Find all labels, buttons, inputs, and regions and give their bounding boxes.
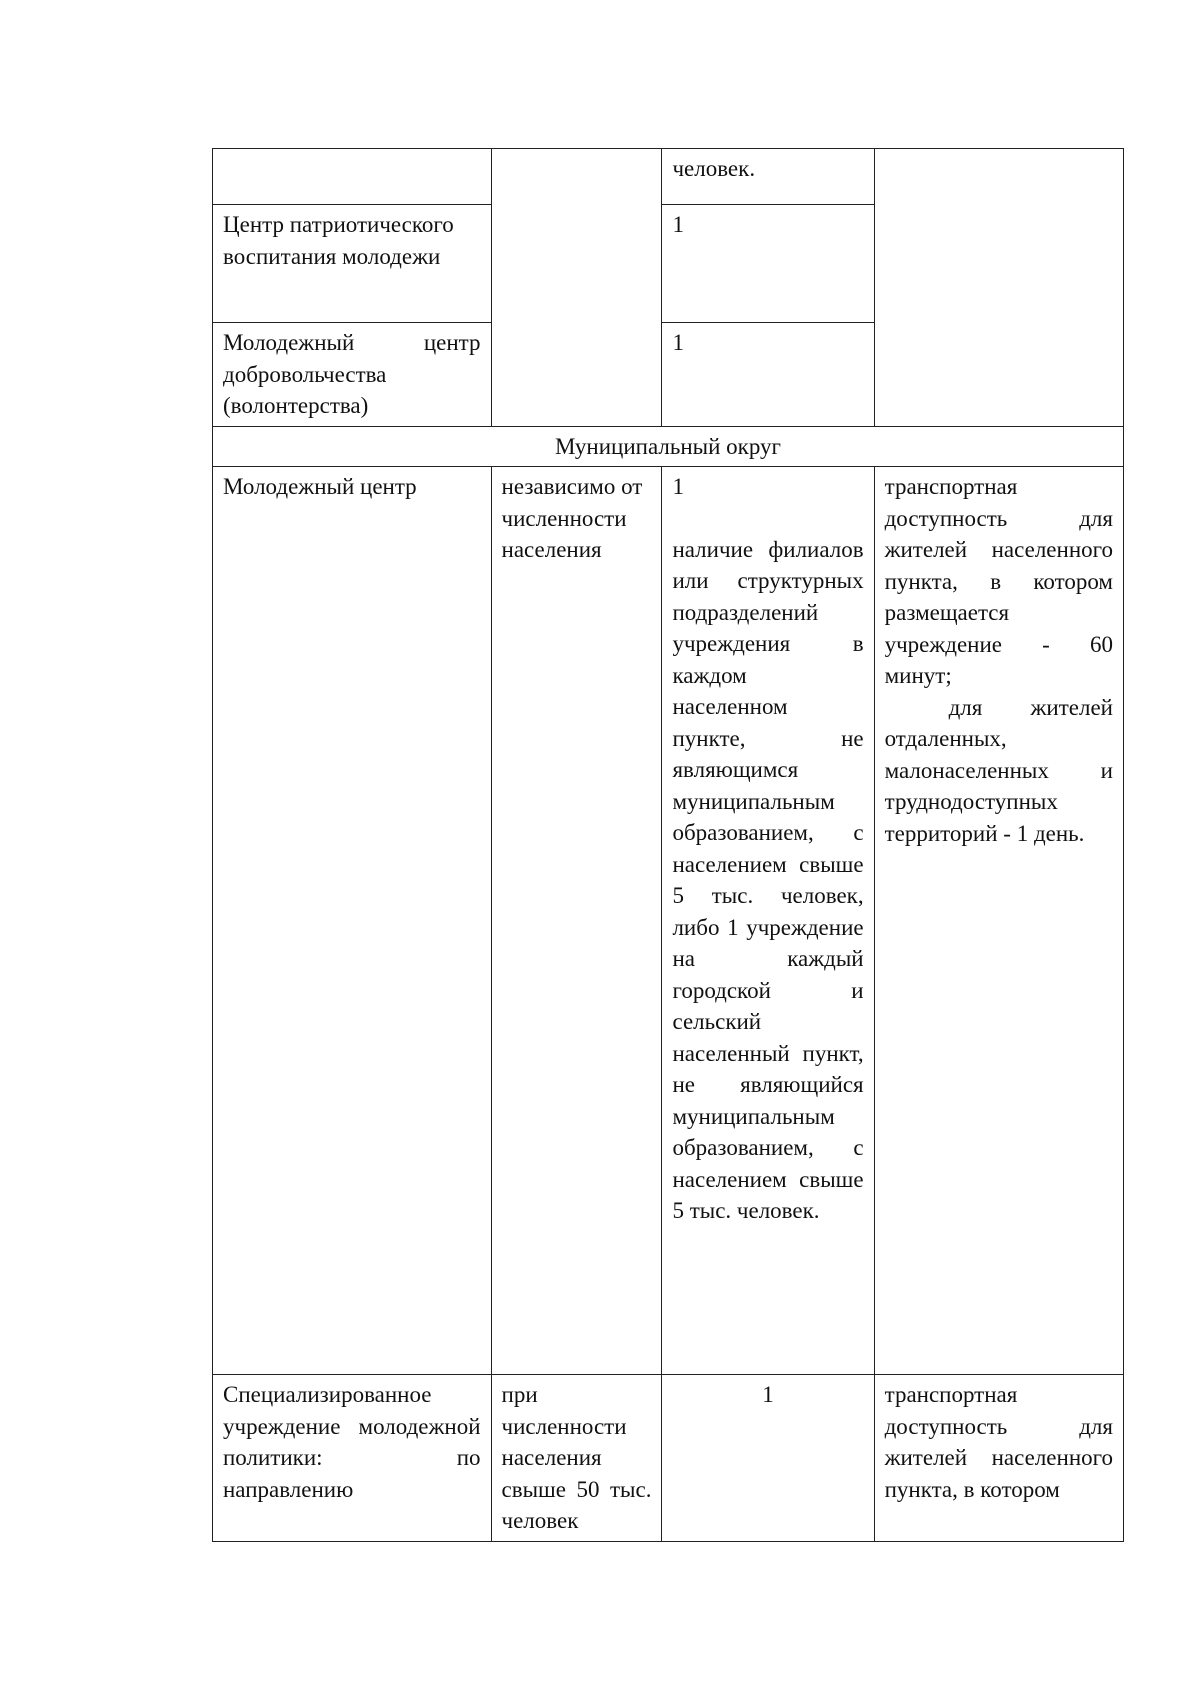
accessibility-cell xyxy=(874,467,1123,1375)
count-cell: 1 xyxy=(662,205,874,323)
norms-table xyxy=(212,148,1124,1542)
count-note: наличие филиалов или структурных подразделений учреждения в каждом населенном пункте, не являющимся муниципальным образованием, с населением свыше 5 тыс. человек, либо 1 учреждение на каждый городской и сельский населенный пункт, не являющийся муниципальным образованием, с населением свыше 5 тыс. человек. xyxy=(672,536,864,1223)
count-cell: 1 xyxy=(662,323,874,427)
table-cell-empty-merged xyxy=(491,149,662,427)
population-condition-cell: при численности населения свыше 50 тыс. человек xyxy=(491,1375,662,1542)
table-cell: человек. xyxy=(662,149,874,205)
institution-name-cell: Молодежный центр добровольчества (волонтерства) xyxy=(213,323,492,427)
count-value: 1 xyxy=(672,474,684,499)
accessibility-text-remote: для жителей отдаленных, малонаселенных и труднодоступных территорий - 1 день. xyxy=(884,694,1113,846)
accessibility-text: транспортная доступность для жителей населенного пункта, в котором размещается учреждение - 60 минут; xyxy=(884,474,1113,688)
institution-name-cell: Центр патриотического воспитания молодежи xyxy=(213,205,492,323)
section-header: Муниципальный округ xyxy=(213,426,1124,467)
table-row xyxy=(213,149,1124,205)
population-condition-cell: независимо от численности населения xyxy=(491,467,662,1375)
table-row xyxy=(213,1375,1124,1542)
table-cell-empty xyxy=(213,149,492,205)
section-row xyxy=(213,426,1124,467)
table-cell-empty-merged xyxy=(874,149,1123,427)
institution-name-cell: Специализированное учреждение молодежной политики: по направлению xyxy=(213,1375,492,1542)
count-cell: 1 xyxy=(662,1375,874,1542)
table-row xyxy=(213,467,1124,1375)
count-cell xyxy=(662,467,874,1375)
accessibility-cell: транспортная доступность для жителей населенного пункта, в котором xyxy=(874,1375,1123,1542)
institution-name-cell: Молодежный центр xyxy=(213,467,492,1375)
